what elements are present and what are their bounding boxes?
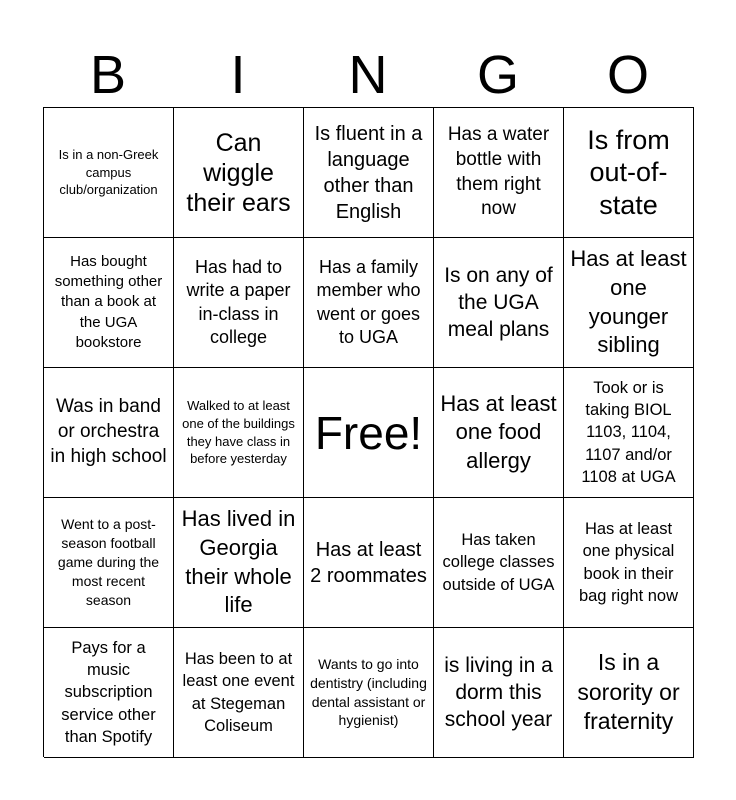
bingo-cell[interactable]: Can wiggle their ears [174, 108, 304, 238]
bingo-cell[interactable]: Has a water bottle with them right now [434, 108, 564, 238]
bingo-cell[interactable]: Has a family member who went or goes to UGA [304, 238, 434, 368]
bingo-cell[interactable]: Has at least one food allergy [434, 368, 564, 498]
bingo-header [43, 42, 693, 108]
bingo-cell[interactable]: Has at least one younger sibling [564, 238, 694, 368]
bingo-cell[interactable]: Has at least 2 roommates [304, 498, 434, 628]
bingo-cell[interactable]: Is in a sorority or fraternity [564, 628, 694, 758]
bingo-cell[interactable]: Wants to go into dentistry (including dental assistant or hygienist) [304, 628, 434, 758]
bingo-cell[interactable]: Pays for a music subscription service other than Spotify [44, 628, 174, 758]
bingo-cell[interactable]: Is in a non-Greek campus club/organization [44, 108, 174, 238]
bingo-cell[interactable]: Took or is taking BIOL 1103, 1104, 1107 and/or 1108 at UGA [564, 368, 694, 498]
bingo-cell[interactable]: Is on any of the UGA meal plans [434, 238, 564, 368]
bingo-cell-free[interactable]: Free! [304, 368, 434, 498]
bingo-cell[interactable]: Walked to at least one of the buildings they have class in before yesterday [174, 368, 304, 498]
bingo-cell[interactable]: Is from out-of-state [564, 108, 694, 238]
header-letter-i: I [230, 45, 246, 105]
bingo-board [43, 107, 694, 757]
header-letter-n: N [348, 45, 388, 105]
bingo-cell[interactable]: Has had to write a paper in-class in college [174, 238, 304, 368]
bingo-cell[interactable]: Has bought something other than a book at the UGA bookstore [44, 238, 174, 368]
bingo-cell[interactable]: Has at least one physical book in their bag right now [564, 498, 694, 628]
bingo-cell[interactable]: Was in band or orchestra in high school [44, 368, 174, 498]
bingo-cell[interactable]: Is fluent in a language other than English [304, 108, 434, 238]
bingo-cell[interactable]: Has been to at least one event at Stegeman Coliseum [174, 628, 304, 758]
bingo-cell[interactable]: Went to a post-season football game during the most recent season [44, 498, 174, 628]
header-letter-b: B [89, 45, 127, 105]
header-letter-o: O [606, 45, 649, 105]
bingo-cell[interactable]: is living in a dorm this school year [434, 628, 564, 758]
bingo-cell[interactable]: Has taken college classes outside of UGA [434, 498, 564, 628]
bingo-cell[interactable]: Has lived in Georgia their whole life [174, 498, 304, 628]
header-letter-g: G [476, 45, 519, 105]
